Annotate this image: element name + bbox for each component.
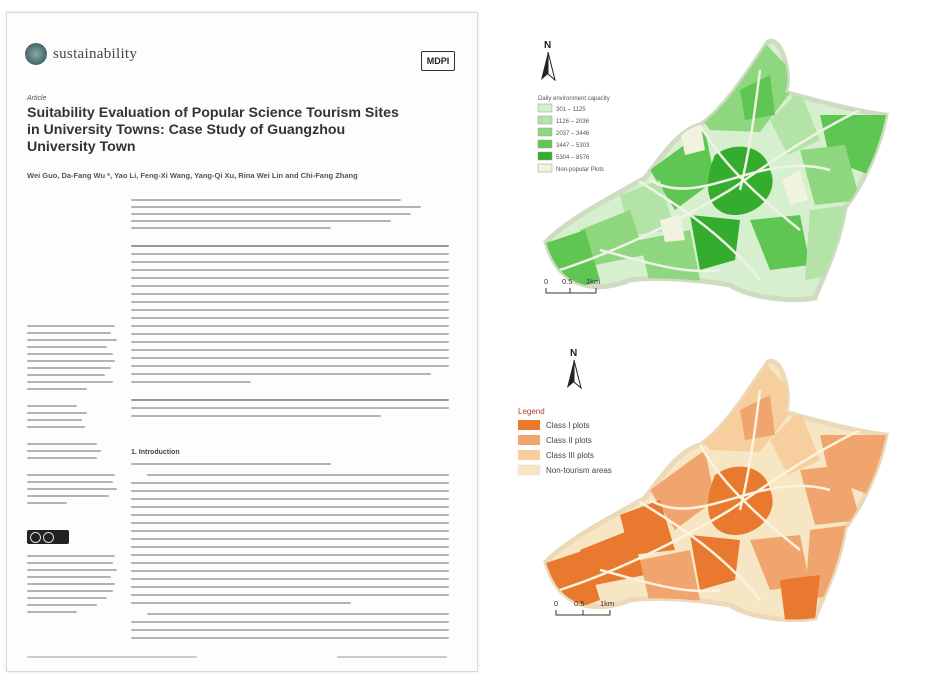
section-heading: 1. Introduction	[131, 449, 180, 456]
article-type: Article	[27, 95, 47, 102]
cc-license-icon	[27, 530, 69, 544]
green-legend-swatch-6	[538, 164, 552, 172]
journal-logo-icon	[25, 43, 47, 65]
journal-header	[25, 43, 137, 65]
orange-north-label: N	[570, 348, 578, 359]
paper-page	[6, 12, 478, 672]
orange-legend-label-3: Class III plots	[546, 451, 595, 460]
green-legend-label-2: 1126 – 2036	[556, 119, 589, 125]
green-map	[538, 40, 890, 299]
green-scale-label-0: 0	[544, 277, 549, 286]
green-legend-swatch-5	[538, 152, 552, 160]
green-legend-label-5: 5304 – 8576	[556, 155, 590, 161]
paper-title: Suitability Evaluation of Popular Science Tourism Sites in University Towns: Case Study of Guangzhou University Town	[27, 105, 399, 155]
maps-panel	[500, 30, 920, 670]
green-scale-bar	[544, 277, 600, 293]
orange-scale-label-2: 1km	[600, 599, 615, 608]
paper-authors: Wei Guo, Da-Fang Wu *, Yao Li, Feng-Xi Wang, Yang-Qi Xu, Rina Wei Lin and Chi-Fang Zhang	[27, 171, 358, 180]
orange-legend	[518, 407, 612, 475]
orange-scale-label-1: 0.5	[574, 599, 585, 608]
orange-legend-swatch-2	[518, 435, 540, 445]
orange-scale-bar	[554, 599, 614, 615]
green-legend-swatch-2	[538, 116, 552, 124]
publisher-logo: MDPI	[421, 51, 455, 71]
green-legend-label-1: 301 – 1125	[556, 107, 586, 113]
green-scale-label-2: 1km	[586, 277, 601, 286]
orange-legend-swatch-4	[518, 465, 540, 475]
orange-legend-swatch-1	[518, 420, 540, 430]
green-legend	[538, 96, 610, 173]
green-legend-swatch-3	[538, 128, 552, 136]
green-scale-label-1: 0.5	[562, 277, 573, 286]
green-legend-label-4: 3447 – 5303	[556, 143, 590, 149]
green-north-label: N	[544, 40, 552, 51]
orange-legend-label-4: Non-tourism areas	[546, 466, 612, 475]
green-legend-label-3: 2037 – 3446	[556, 131, 590, 137]
orange-north-arrow-icon	[567, 348, 581, 388]
green-north-arrow-icon	[541, 40, 555, 80]
orange-map	[518, 348, 890, 620]
green-legend-label-6: Non-popular Plots	[556, 167, 605, 173]
orange-legend-title: Legend	[518, 407, 545, 416]
green-legend-swatch-4	[538, 140, 552, 148]
orange-legend-label-1: Class I plots	[546, 421, 590, 430]
orange-scale-label-0: 0	[554, 599, 559, 608]
green-legend-title: Daily environment capacity	[538, 96, 610, 102]
orange-legend-label-2: Class II plots	[546, 436, 592, 445]
orange-legend-swatch-3	[518, 450, 540, 460]
green-legend-swatch-1	[538, 104, 552, 112]
journal-name: sustainability	[53, 45, 138, 62]
